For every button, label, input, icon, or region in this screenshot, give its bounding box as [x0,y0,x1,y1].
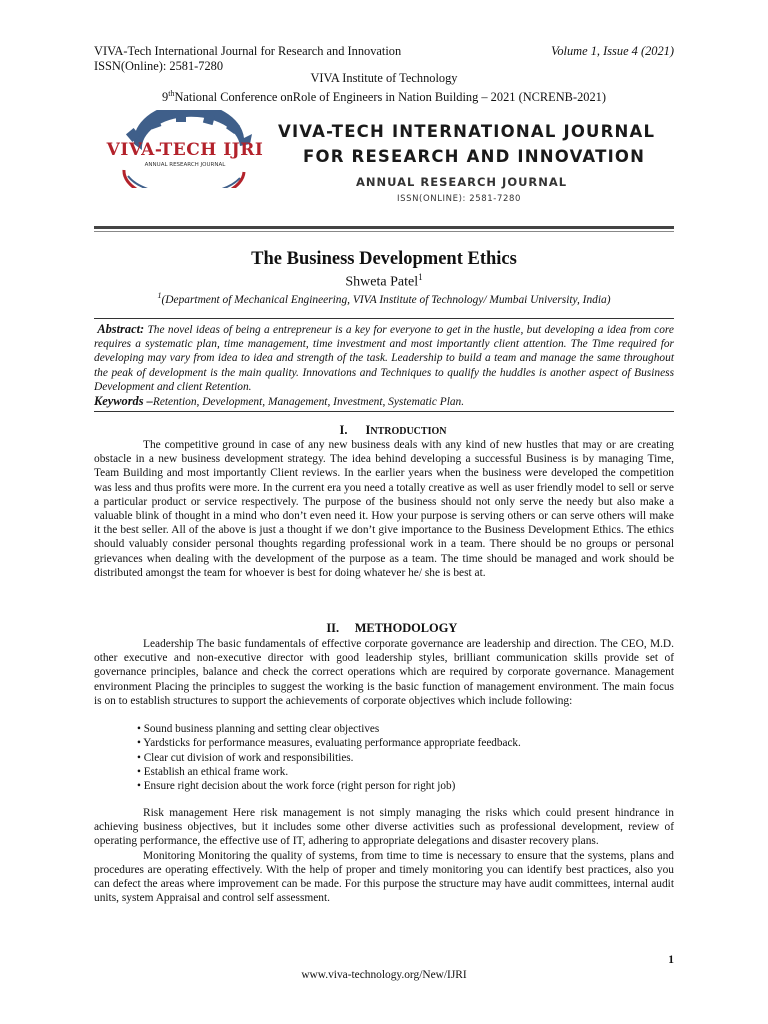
journal-name-header: VIVA-Tech International Journal for Research and Innovation [94,44,402,58]
methodology-intro: Leadership The basic fundamentals of effective corporate governance are leadership and direction. The CEO, M.D. other executive and non-executive director with good leadership styles, brilliant communication skills provide set of governance principles, balance and check the correct operations which are required by corporate governance. Management environment Placing the principles to suggest the working is the basic function of management environment. The main focus is on to establish structures to support the achievements of corporate objectives which include following: [94,638,674,707]
masthead-subtitle: ANNUAL RESEARCH JOURNAL [356,175,568,189]
list-item: • Clear cut division of work and responsibilities. [137,751,354,764]
monitoring-paragraph: Monitoring Monitoring the quality of systems, from time to time is necessary to ensure that the systems, plans and procedures are operating effectively. With the help of proper and timely monitoring you can identify best practices, also you can defect the areas where improvement can be made. For this purpose the structure may have audit committees, internal audit units, system Appraisal and control self assessment. [94,849,674,905]
article-title: The Business Development Ethics [251,249,517,269]
institute-name: VIVA Institute of Technology [310,71,458,85]
abstract-label: Abstract: [97,322,145,336]
logo-subtext: ANNUAL RESEARCH JOURNAL [144,162,226,168]
introduction-body [94,438,674,580]
section-heading-introduction: I. INTRODUCTION [339,423,447,437]
running-header-left [94,44,401,74]
page-number: 1 [668,954,674,966]
list-item: • Establish an ethical frame work. [137,765,289,778]
conference-line: 9thNational Conference onRole of Engineers in Nation Building – 2021 (NCRENB-2021) [162,89,606,105]
section-heading-methodology: II. METHODOLOGY [326,621,458,635]
methodology-body [94,637,674,708]
keywords [94,394,674,409]
keywords-label: Keywords – [94,394,153,409]
objectives-list [137,722,521,793]
list-item: • Sound business planning and setting clear objectives [137,723,380,735]
masthead-issn: ISSN(ONLINE): 2581-7280 [397,194,522,204]
footer-url: www.viva-technology.org/New/IJRI [301,969,467,981]
keywords-text: Retention, Development, Management, Investment, Systematic Plan. [152,396,465,409]
abstract-text: The novel ideas of being a entrepreneur is a key for everyone to get in the hustle, but developing a idea from core requires a systematic plan, time management, time investment and most importantly client attention. The Time required for developing may vary from idea to idea and strength of the task. Leadership to build a team and manage the same throughout the peak of development is the main quality. Innovations and Techniques to qualify the huddles is another aspect of Business Development and client Retention. [94,324,674,393]
list-item: • Yardsticks for performance measures, evaluating performance appropriate feedback. [137,737,521,750]
logo-text: VIVA-TECH IJRI [106,140,264,160]
volume-issue: Volume 1, Issue 4 (2021) [551,44,674,58]
abstract-box [94,318,674,412]
introduction-paragraph: The competitive ground in case of any new business deals with any kind of new hustles that may or are creating obstacle in a new business development strategy. The idea behind developing a successful Business is by managing Time, Team Building and most importantly Client reviews. In the earlier years when the business were developed the competition was less and thus profits were more. In the current era you need a totally creative as well as user friendly model to sell or serve a particular product or service respectively. The purpose of the business should not only serve the needy but also make a valuable blink of thought in a mind who don’t even need it. How your purpose is serving others or can serve others will make it the best seller. All of the above is just a thought if we don’t give importance to the Business Development Ethics. The ethics should valuably consider personal thoughts regarding professional work in a team. There should be no groups or personal grievances when dealing with the development of the purpose as a team. The time should be managed and work should be distributed amongst the team for whoever is best for doing whatever he/ she is best at. [94,439,674,579]
abstract [94,322,674,394]
issn-header: ISSN(Online): 2581-7280 [94,59,224,73]
masthead-title-line2: FOR RESEARCH AND INNOVATION [303,147,646,166]
list-item: • Ensure right decision about the work force (right person for right job) [137,780,456,793]
masthead-title-line1: VIVA-TECH INTERNATIONAL JOURNAL [278,122,656,141]
risk-management-paragraph: Risk management Here risk management is not simply managing the risks which could present hindrance in achieving business objectives, but it includes some other diverse activities such as professional development, review of operating performance, the effective use of IT, adhering to appropriate delegations and disaster recovery plans. [94,807,674,848]
masthead-divider-thin [94,231,674,232]
author-affiliation: $^1$(Department of Mechanical Engineering, VIVA Institute of Technology/ Mumbai University, India) [157,291,611,306]
methodology-body-continued [94,806,674,905]
viva-tech-logo [94,110,276,188]
masthead-divider [94,226,674,229]
article-author: Shweta Patel$^1$ [345,272,423,290]
